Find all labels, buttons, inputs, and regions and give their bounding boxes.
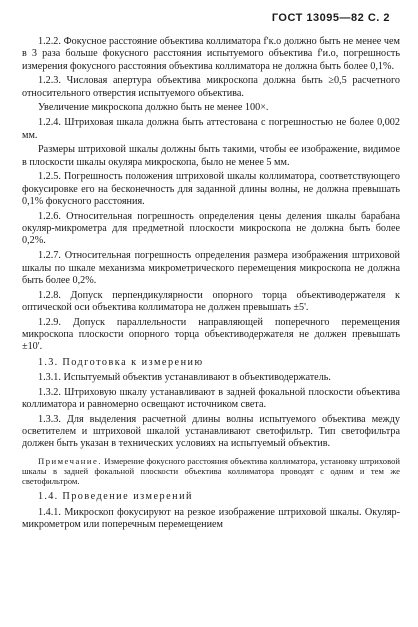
paragraph-1-3-2: 1.3.2. Штриховую шкалу устанавливают в задней фокальной плоскости объектива коллиматора и равномерно освещают источником света. <box>22 386 400 411</box>
section-title: Проведение измерений <box>62 491 193 503</box>
paragraph-1-2-3: 1.2.3. Числовая апертура объектива микроскопа должна быть ≥0,5 расчетного относительного отверстия испытуемого объектива. <box>22 75 400 99</box>
paragraph-scale-size: Размеры штриховой шкалы должны быть такими, чтобы ее изображение, видимое в плоскости шкалы окуляра микроскопа, было не менее 5 мм. <box>22 144 400 168</box>
paragraph-1-3-3: 1.3.3. Для выделения расчетной длины волны испытуемого объектива между осветителем и штриховой шкалой устанавливают светофильтр. Тип светофильтра должен быть указан в технических условиях на испытуемый объектив. <box>22 413 400 450</box>
paragraph-1-2-7: 1.2.7. Относительная погрешность определения размера изображения штриховой шкалы по шкале механизма микрометрического перемещения микроскопа не должна быть более 0,2%. <box>22 250 400 286</box>
section-heading-1-3 <box>22 357 400 369</box>
paragraph-1-2-5: 1.2.5. Погрешность положения штриховой шкалы коллиматора, соответствующего фокусировке его на бесконечность для заданной длины волны, не должна превышать 0,1% фокусного расстояния. <box>22 171 400 208</box>
section-number: 1.3. <box>38 356 59 368</box>
section-title: Подготовка к измерению <box>62 356 204 368</box>
note-text: Измерение фокусного расстояния объектива коллиматора, установку штриховой шкалы в задней фокальной плоскости объектива коллиматора проводят с одним и тем же светофильтром. <box>22 455 400 487</box>
paragraph-1-4-1: 1.4.1. Микроскоп фокусируют на резкое изображение штриховой шкалы. Окуляр-микрометром или поперечным перемещением <box>22 506 400 530</box>
paragraph-1-3-1: 1.3.1. Испытуемый объектив устанавливают в объективодержатель. <box>38 371 331 383</box>
section-heading-1-4 <box>22 491 400 503</box>
paragraph-1-2-6: 1.2.6. Относительная погрешность определения цены деления шкалы барабана окуляр-микрометра для предметной плоскости микроскопа не должна быть более 0,2%. <box>22 210 400 247</box>
section-number: 1.4. <box>38 491 59 503</box>
note <box>22 456 400 487</box>
paragraph-1-2-9: 1.2.9. Допуск параллельности направляющей поперечного перемещения микроскопа плоскости опорного торца объективодержателя не должен превышать ±10'. <box>22 316 400 353</box>
document-body <box>22 36 400 534</box>
page-header: ГОСТ 13095—82 С. 2 <box>271 12 390 24</box>
note-label: Примечание. <box>38 455 102 466</box>
paragraph-1-2-2: 1.2.2. Фокусное расстояние объектива коллиматора f'к.о должно быть не менее чем в 3 раза больше фокусного расстояния испытуемого объектива f'и.о, погрешность измерения фокусного расстояния объектива коллиматора не должна быть более 0,1%. <box>22 36 400 72</box>
paragraph-magnification: Увеличение микроскопа должно быть не менее 100×. <box>38 102 269 114</box>
paragraph-1-2-8: 1.2.8. Допуск перпендикулярности опорного торца объективодержателя к оптической оси объектива коллиматора не должен превышать ±5'. <box>22 289 400 313</box>
paragraph-1-2-4: 1.2.4. Штриховая шкала должна быть аттестована с погрешностью не более 0,002 мм. <box>22 117 400 141</box>
